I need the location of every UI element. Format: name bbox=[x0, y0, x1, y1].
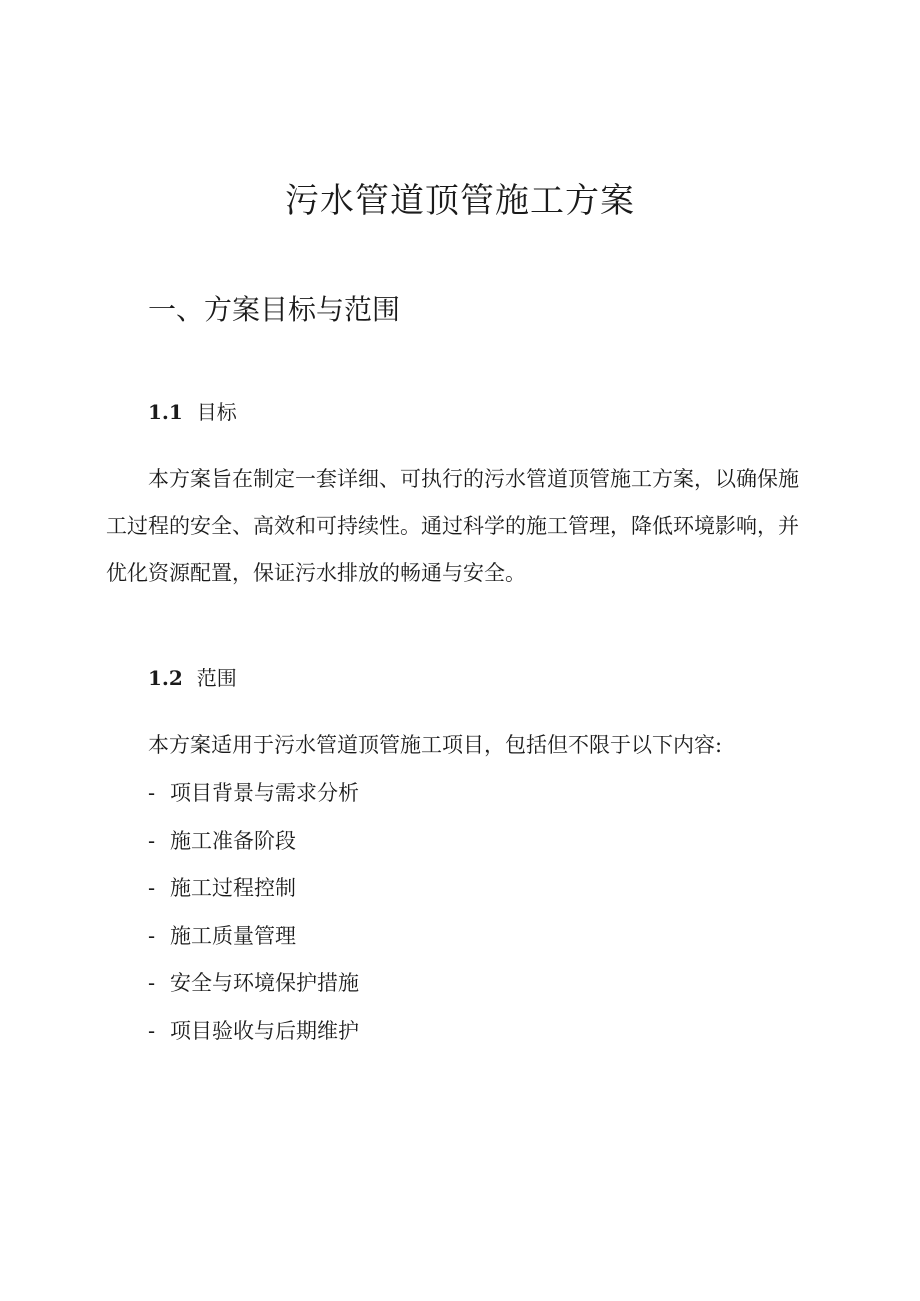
subsection-heading-scope bbox=[148, 663, 237, 693]
list-item bbox=[148, 913, 359, 961]
section-heading: 一、方案目标与范围 bbox=[148, 293, 401, 326]
scope-paragraph: 本方案适用于污水管道顶管施工项目，包括但不限于以下内容: bbox=[148, 733, 723, 757]
subsection-heading-goal bbox=[148, 397, 237, 427]
subsection-number: 1.1 bbox=[148, 400, 183, 424]
list-marker: - bbox=[148, 876, 156, 900]
list-item-text: 施工准备阶段 bbox=[170, 828, 296, 853]
list-marker: - bbox=[148, 828, 156, 853]
list-marker: - bbox=[148, 1018, 156, 1043]
list-item-text: 项目验收与后期维护 bbox=[170, 1018, 359, 1043]
subsection-number: 1.2 bbox=[148, 666, 183, 690]
list-item-text: 项目背景与需求分析 bbox=[170, 781, 359, 805]
list-item-text: 安全与环境保护措施 bbox=[170, 971, 359, 995]
scope-list bbox=[148, 770, 359, 1055]
subsection-label: 范围 bbox=[196, 666, 237, 690]
list-item bbox=[148, 960, 359, 1008]
list-marker: - bbox=[148, 781, 156, 805]
list-item bbox=[148, 818, 359, 866]
list-item-text: 施工过程控制 bbox=[170, 876, 296, 900]
list-item bbox=[148, 865, 359, 913]
list-item-text: 施工质量管理 bbox=[170, 923, 296, 948]
list-item bbox=[148, 770, 359, 818]
document-title: 污水管道顶管施工方案 bbox=[285, 181, 635, 221]
list-item bbox=[148, 1008, 359, 1056]
goal-paragraph: 本方案旨在制定一套详细、可执行的污水管道顶管施工方案，以确保施工过程的安全、高效和可持续性。通过科学的施工管理，降低环境影响，并优化资源配置，保证污水排放的畅通与安全。 bbox=[106, 467, 799, 585]
list-marker: - bbox=[148, 971, 156, 995]
list-marker: - bbox=[148, 923, 156, 948]
subsection-label: 目标 bbox=[196, 400, 237, 424]
